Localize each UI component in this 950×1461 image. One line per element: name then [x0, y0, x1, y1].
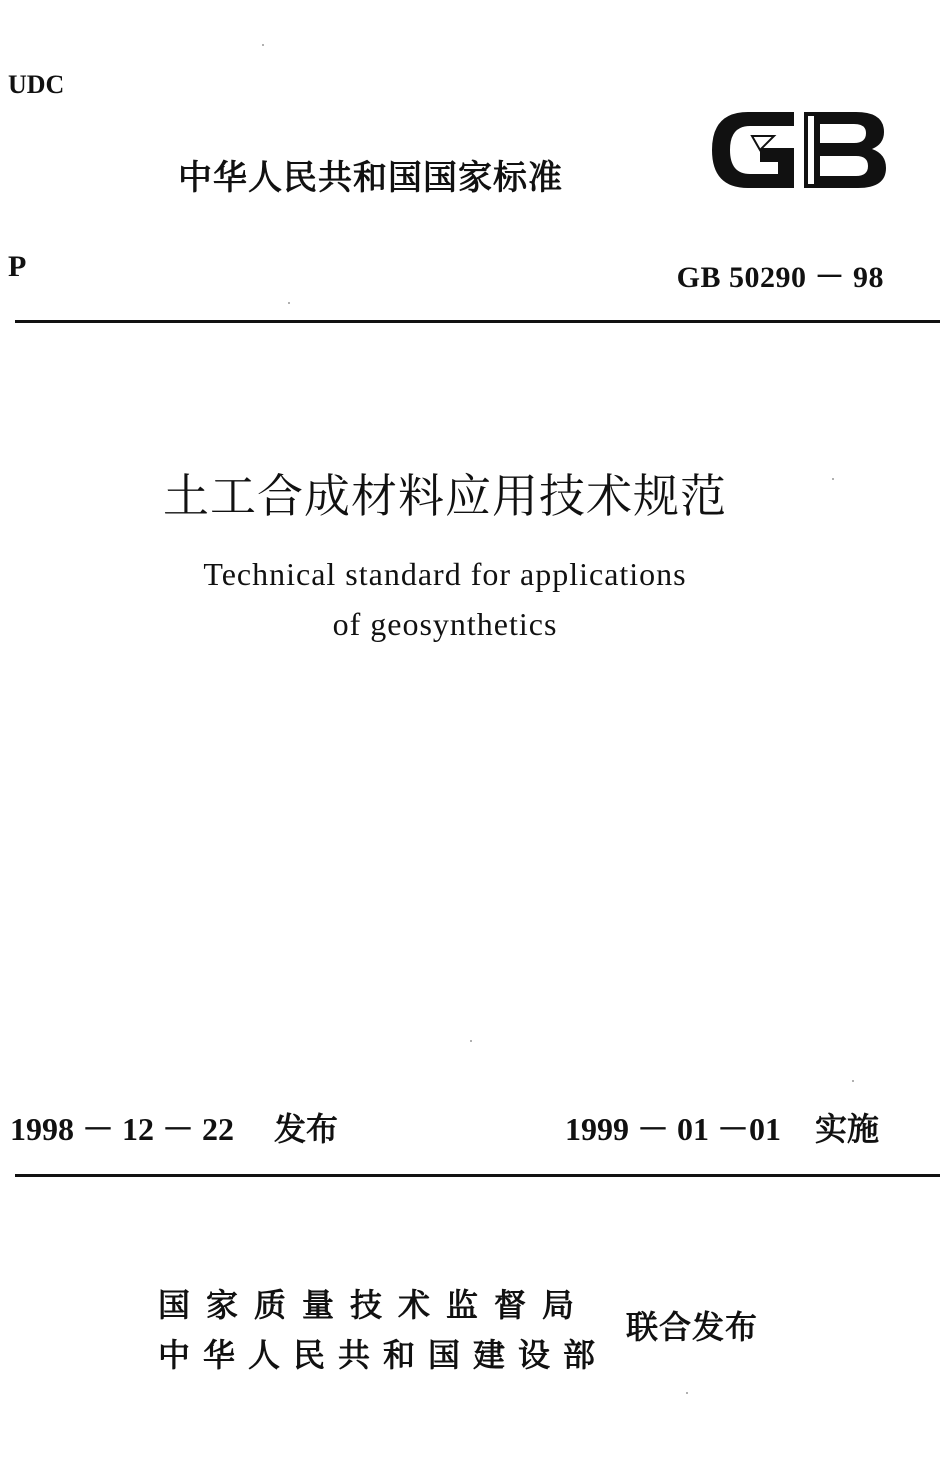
scan-speck: [262, 44, 264, 46]
gb-logo-graphic: [708, 104, 888, 196]
implementation-date: 1999 － 01 －01: [565, 1111, 782, 1147]
top-divider: [15, 320, 940, 323]
issue-date: 1998 － 12 － 22: [10, 1111, 235, 1147]
scan-speck: [832, 478, 834, 480]
title-english-line2: of geosynthetics: [332, 606, 558, 642]
issuer-line1: 国家质量技术监督局: [158, 1286, 591, 1324]
country-standard-heading: 中华人民共和国国家标准: [178, 158, 563, 198]
issue-label: 发布: [274, 1110, 339, 1148]
gb-logo: [708, 104, 888, 196]
title-chinese: 土工合成材料应用技术规范: [163, 469, 727, 523]
joint-issue-label: 联合发布: [626, 1308, 759, 1346]
implementation-label: 实施: [815, 1110, 880, 1148]
udc-label: UDC: [8, 70, 65, 99]
scan-speck: [288, 302, 290, 304]
standard-number: GB 50290 － 98: [676, 261, 884, 294]
category-code: P: [8, 250, 27, 283]
issuer-line2: 中华人民共和国建设部: [158, 1336, 609, 1374]
scan-speck: [852, 1080, 854, 1082]
scan-speck: [470, 1040, 472, 1042]
scan-speck: [686, 1392, 688, 1394]
bottom-divider: [15, 1174, 940, 1177]
title-english-line1: Technical standard for applications: [203, 556, 687, 592]
